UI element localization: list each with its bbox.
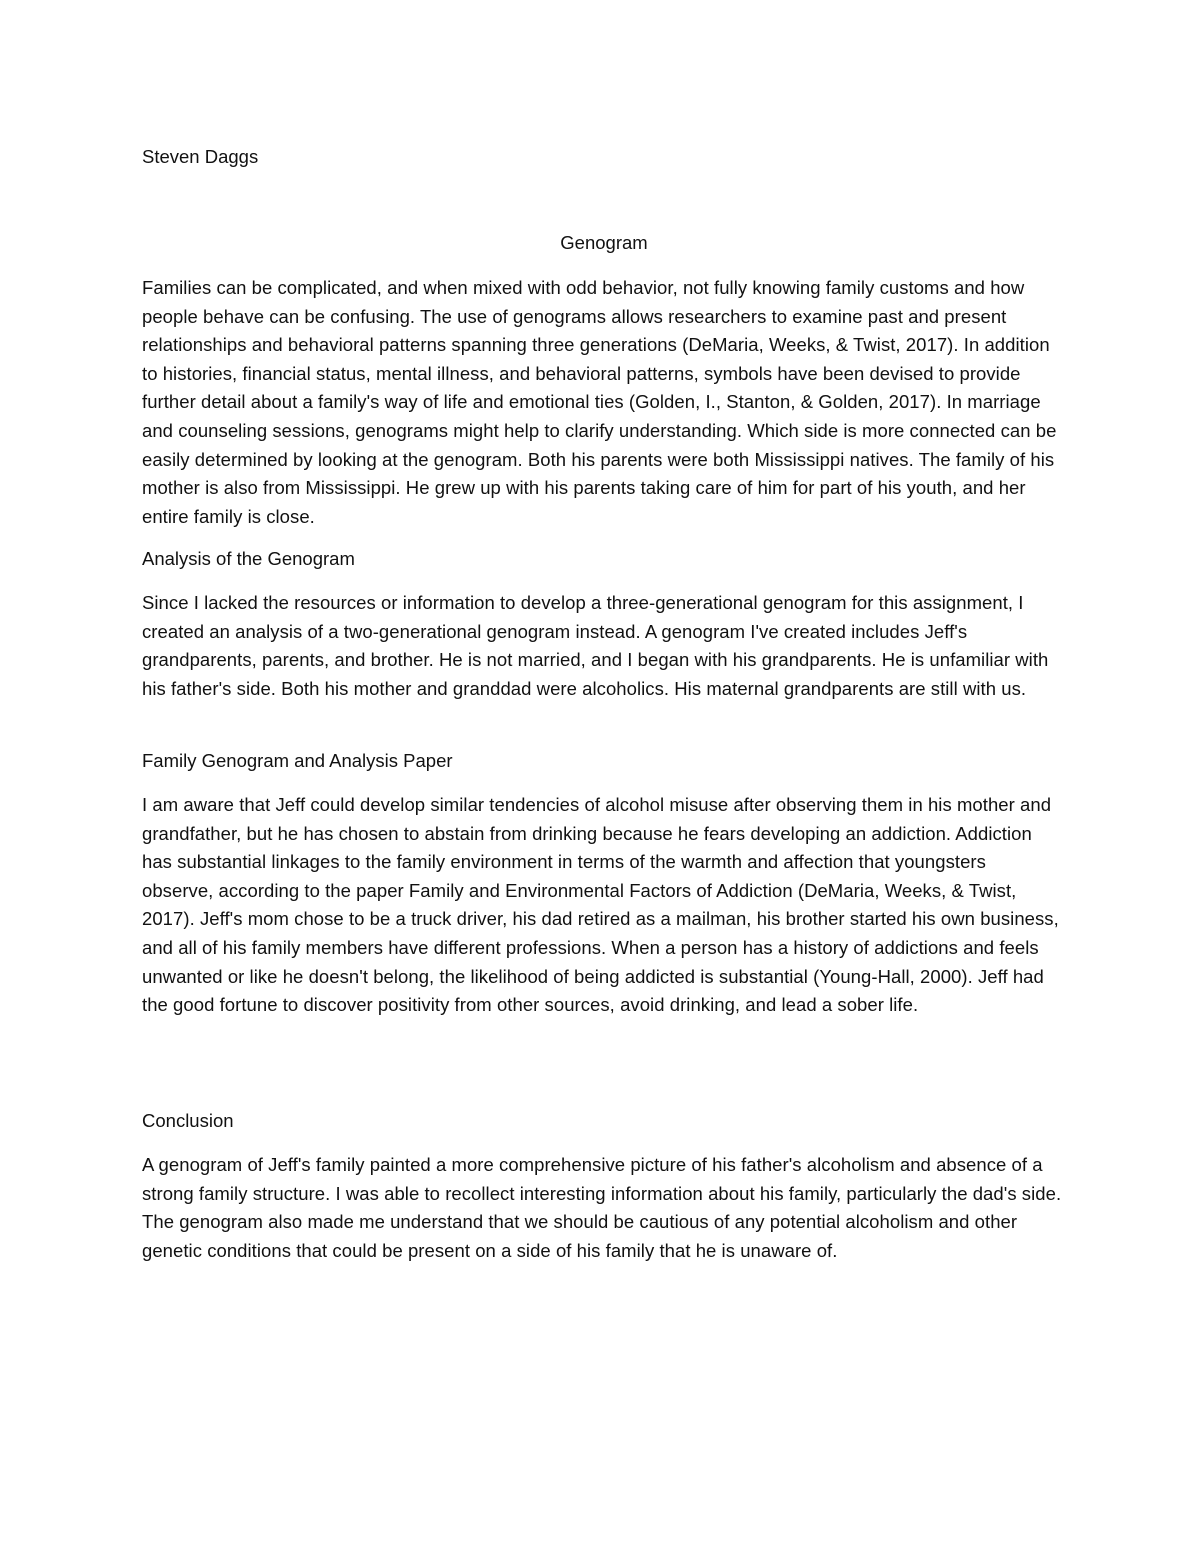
conclusion-heading: Conclusion xyxy=(142,1110,234,1131)
analysis-paragraph: Since I lacked the resources or information to develop a three-generational genogram for this assignment, I created an analysis of a two-generational genogram instead. A genogram I've created includes Jeff's grandparents, parents, and brother. He is not married, and I began with his grandparents. He is unfamiliar with his father's side. Both his mother and granddad were alcoholics. His maternal grandparents are still with us. xyxy=(142,592,1049,699)
family-genogram-paragraph: I am aware that Jeff could develop similar tendencies of alcohol misuse after observing them in his mother and grandfather, but he has chosen to abstain from drinking because he fears developing an addiction. Addiction has substantial linkages to the family environment in terms of the warmth and affection that youngsters observe, according to the paper Family and Environmental Factors of Addiction (DeMaria, Weeks, & Twist, 2017). Jeff's mom chose to be a truck driver, his dad retired as a mailman, his brother started his own business, and all of his family members have different professions. When a person has a history of addictions and feels unwanted or like he doesn't belong, the likelihood of being addicted is substantial (Young-Hall, 2000). Jeff had the good fortune to discover positivity from other sources, avoid drinking, and lead a sober life. xyxy=(142,794,1059,1016)
analysis-heading: Analysis of the Genogram xyxy=(142,548,355,569)
author-name: Steven Daggs xyxy=(142,146,259,167)
page-title: Genogram xyxy=(560,232,648,253)
family-genogram-heading: Family Genogram and Analysis Paper xyxy=(142,750,453,771)
conclusion-paragraph: A genogram of Jeff's family painted a more comprehensive picture of his father's alcoholism and absence of a strong family structure. I was able to recollect interesting information about his family, particularly the dad's side. The genogram also made me understand that we should be cautious of any potential alcoholism and other genetic conditions that could be present on a side of his family that he is unaware of. xyxy=(142,1154,1062,1261)
intro-paragraph: Families can be complicated, and when mixed with odd behavior, not fully knowing family customs and how people behave can be confusing. The use of genograms allows researchers to examine past and present relationships and behavioral patterns spanning three generations (DeMaria, Weeks, & Twist, 2017). In addition to histories, financial status, mental illness, and behavioral patterns, symbols have been devised to provide further detail about a family's way of life and emotional ties (Golden, I., Stanton, & Golden, 2017). In marriage and counseling sessions, genograms might help to clarify understanding. Which side is more connected can be easily determined by looking at the genogram. Both his parents were both Mississippi natives. The family of his mother is also from Mississippi. He grew up with his parents taking care of him for part of his youth, and her entire family is close. xyxy=(142,277,1057,527)
